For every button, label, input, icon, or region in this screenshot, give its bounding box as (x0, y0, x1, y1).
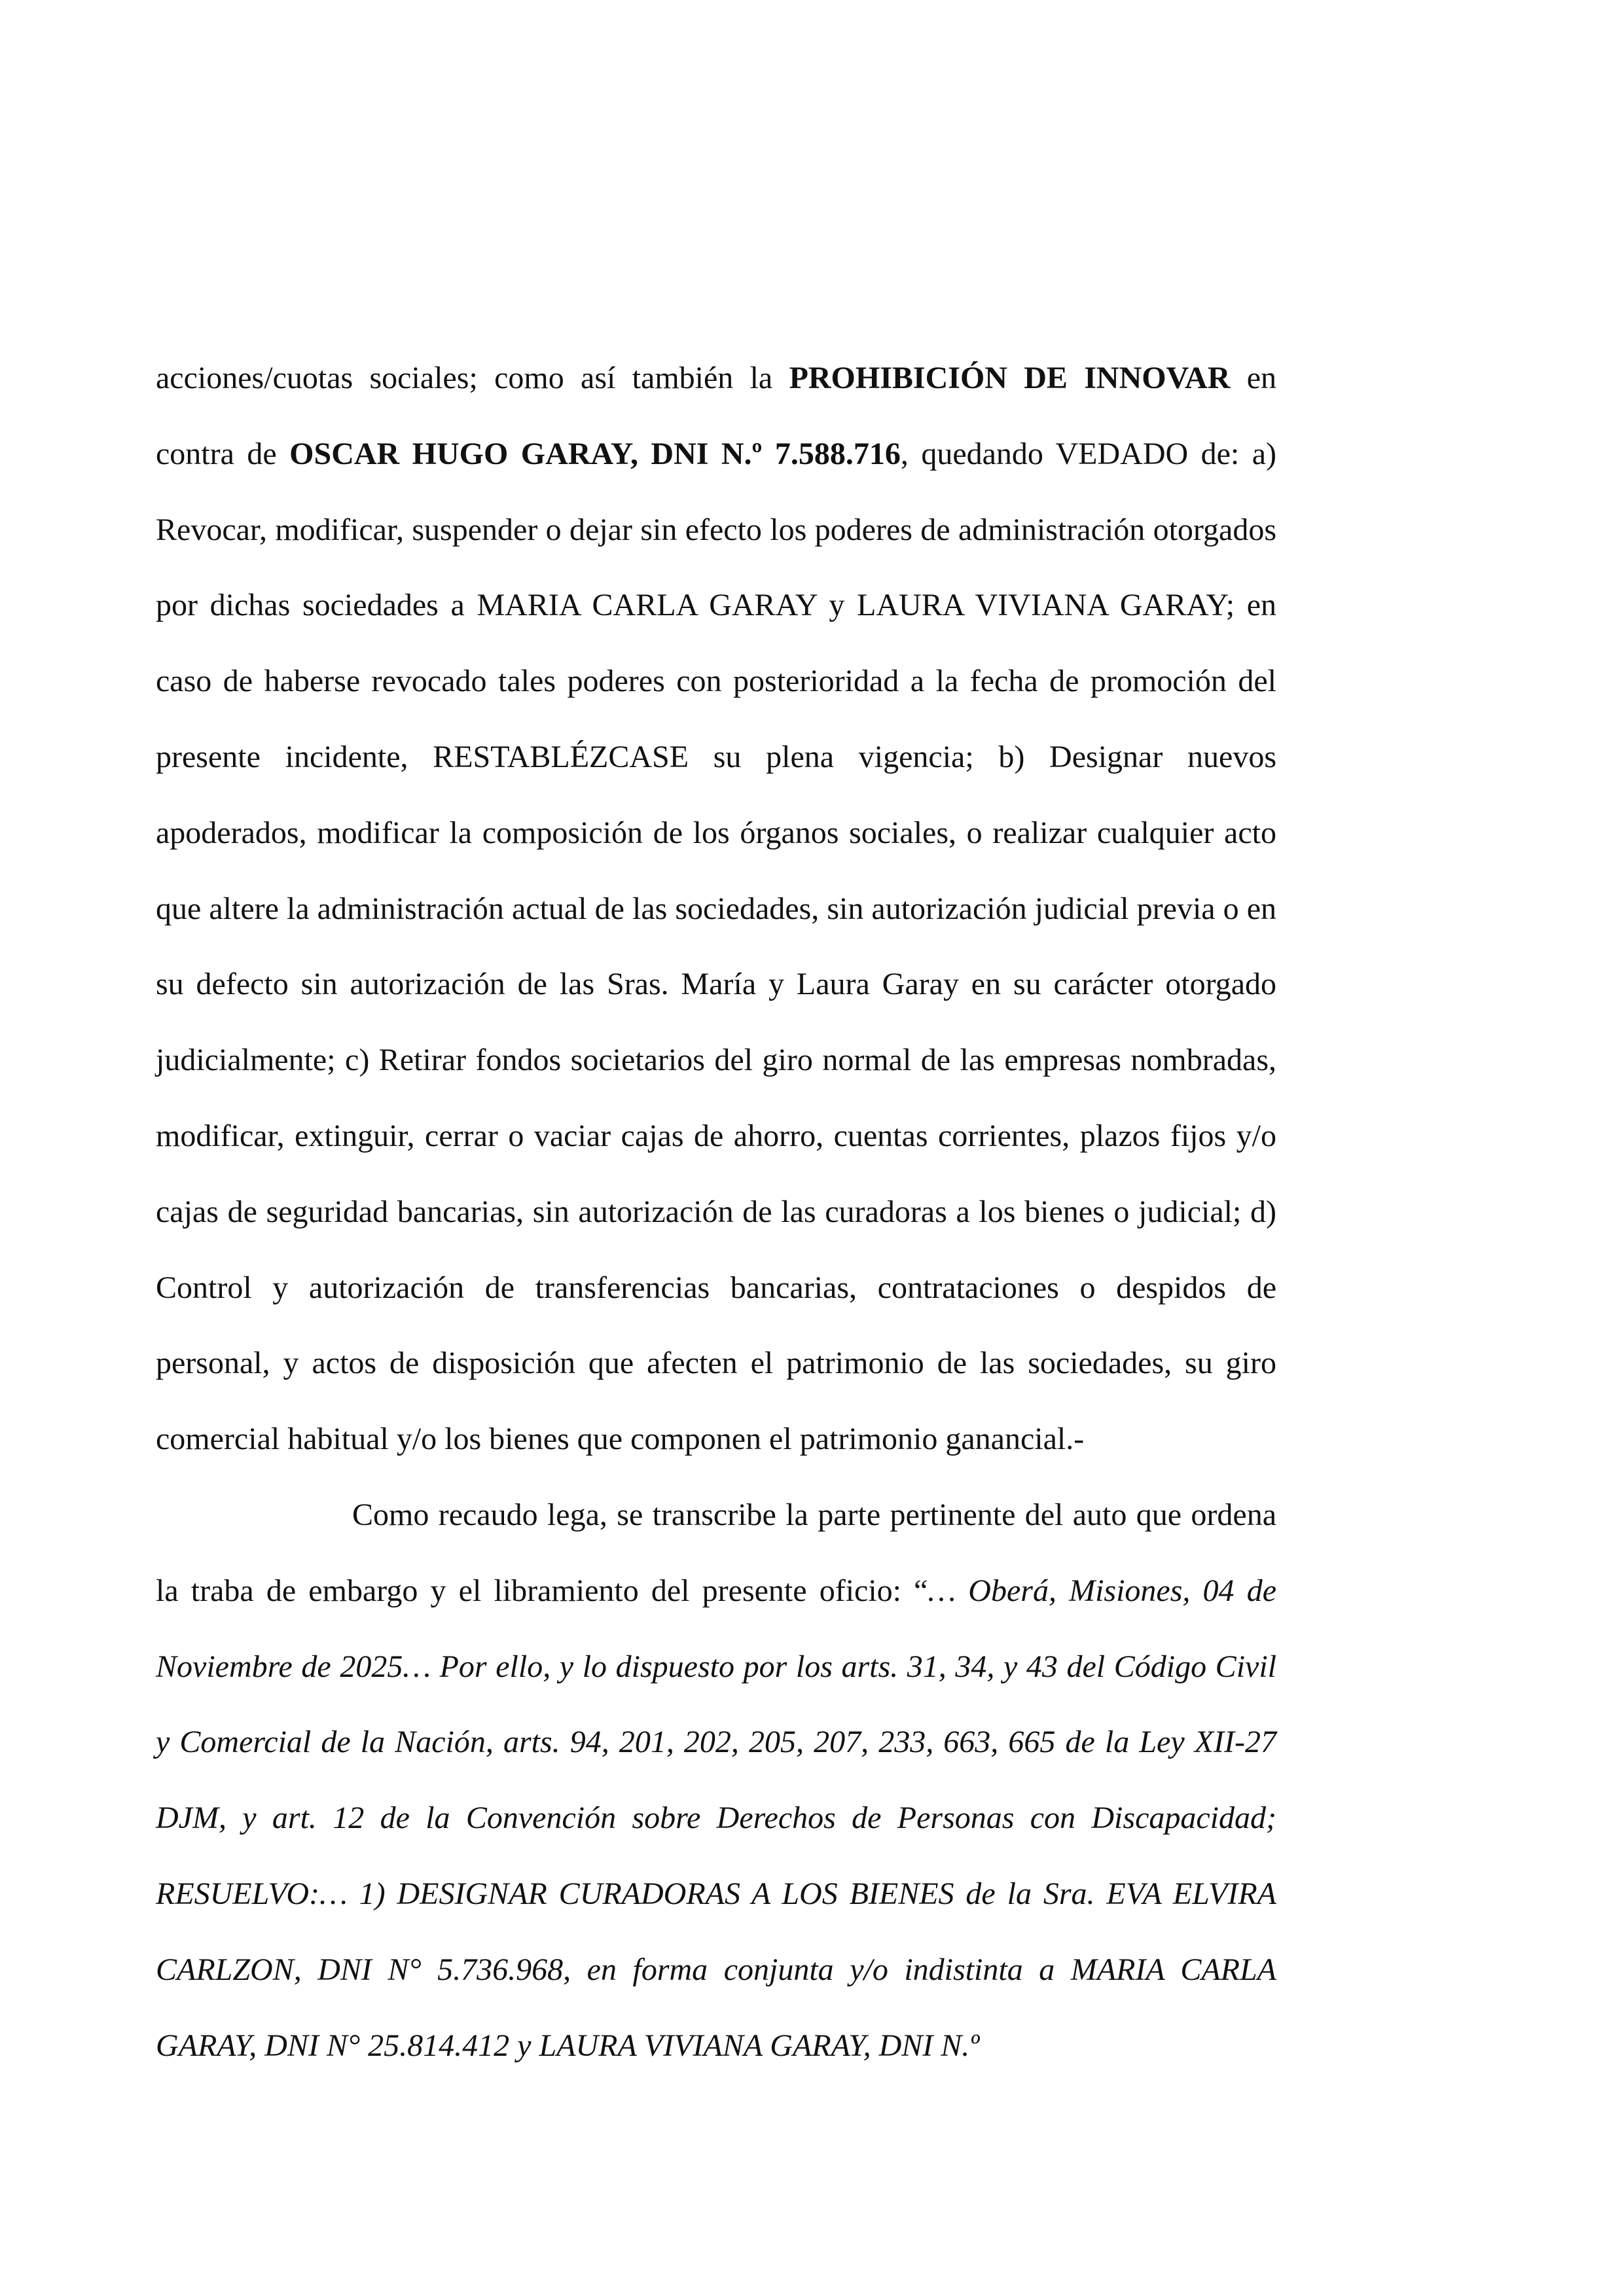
prohibition-heading: PROHIBICIÓN DE INNOVAR (789, 361, 1231, 395)
defendant-name: OSCAR HUGO GARAY, DNI N.º 7.588.716 (289, 436, 901, 471)
text-segment: en contra de (156, 361, 1277, 471)
paragraph-injunction (156, 340, 1276, 1477)
text-segment: acciones/cuotas sociales; como así también la (156, 361, 789, 395)
document-body (156, 340, 1276, 2083)
court-order-quote: … Oberá, Misiones, 04 de Noviembre de 2025… Por ello, y lo dispuesto por los arts. 31, 34, y 43 del Código Civil y Comercial de la Nación, arts. 94, 201, 202, 205, 207, 233, 663, 665 de la Ley XII-27 DJM, y art. 12 de la Convención sobre Derechos de Personas con Discapacidad; RESUELVO:… 1) DESIGNAR CURADORAS A LOS BIENES de la Sra. EVA ELVIRA CARLZON, DNI N° 5.736.968, en forma conjunta y/o indistinta a MARIA CARLA GARAY, DNI N° 25.814.412 y LAURA VIVIANA GARAY, DNI N.º (156, 1573, 1277, 2063)
text-segment: , quedando VEDADO de: a) Revocar, modificar, suspender o dejar sin efecto los poderes de administración otorgados por dichas sociedades a MARIA CARLA GARAY y LAURA VIVIANA GARAY; en caso de haberse revocado tales poderes con posterioridad a la fecha de promoción del presente incidente, RESTABLÉZCASE su plena vigencia; b) Designar nuevos apoderados, modificar la composición de los órganos sociales, o realizar cualquier acto que altere la administración actual de las sociedades, sin autorización judicial previa o en su defecto sin autorización de las Sras. María y Laura Garay en su carácter otorgado judicialmente; c) Retirar fondos societarios del giro normal de las empresas nombradas, modificar, extinguir, cerrar o vaciar cajas de ahorro, cuentas corrientes, plazos fijos y/o cajas de seguridad bancarias, sin autorización de las curadoras a los bienes o judicial; d) Control y autorización de transferencias bancarias, contrataciones o despidos de personal, y actos de disposición que afecten el patrimonio de las sociedades, su giro comercial habitual y/o los bienes que componen el patrimonio ganancial.- (156, 436, 1277, 1457)
paragraph-transcription (156, 1477, 1276, 2083)
text-segment: Como recaudo lega, se transcribe la parte pertinente del auto que ordena la traba de embargo y el libramiento del presente oficio: “ (156, 1497, 1276, 1608)
